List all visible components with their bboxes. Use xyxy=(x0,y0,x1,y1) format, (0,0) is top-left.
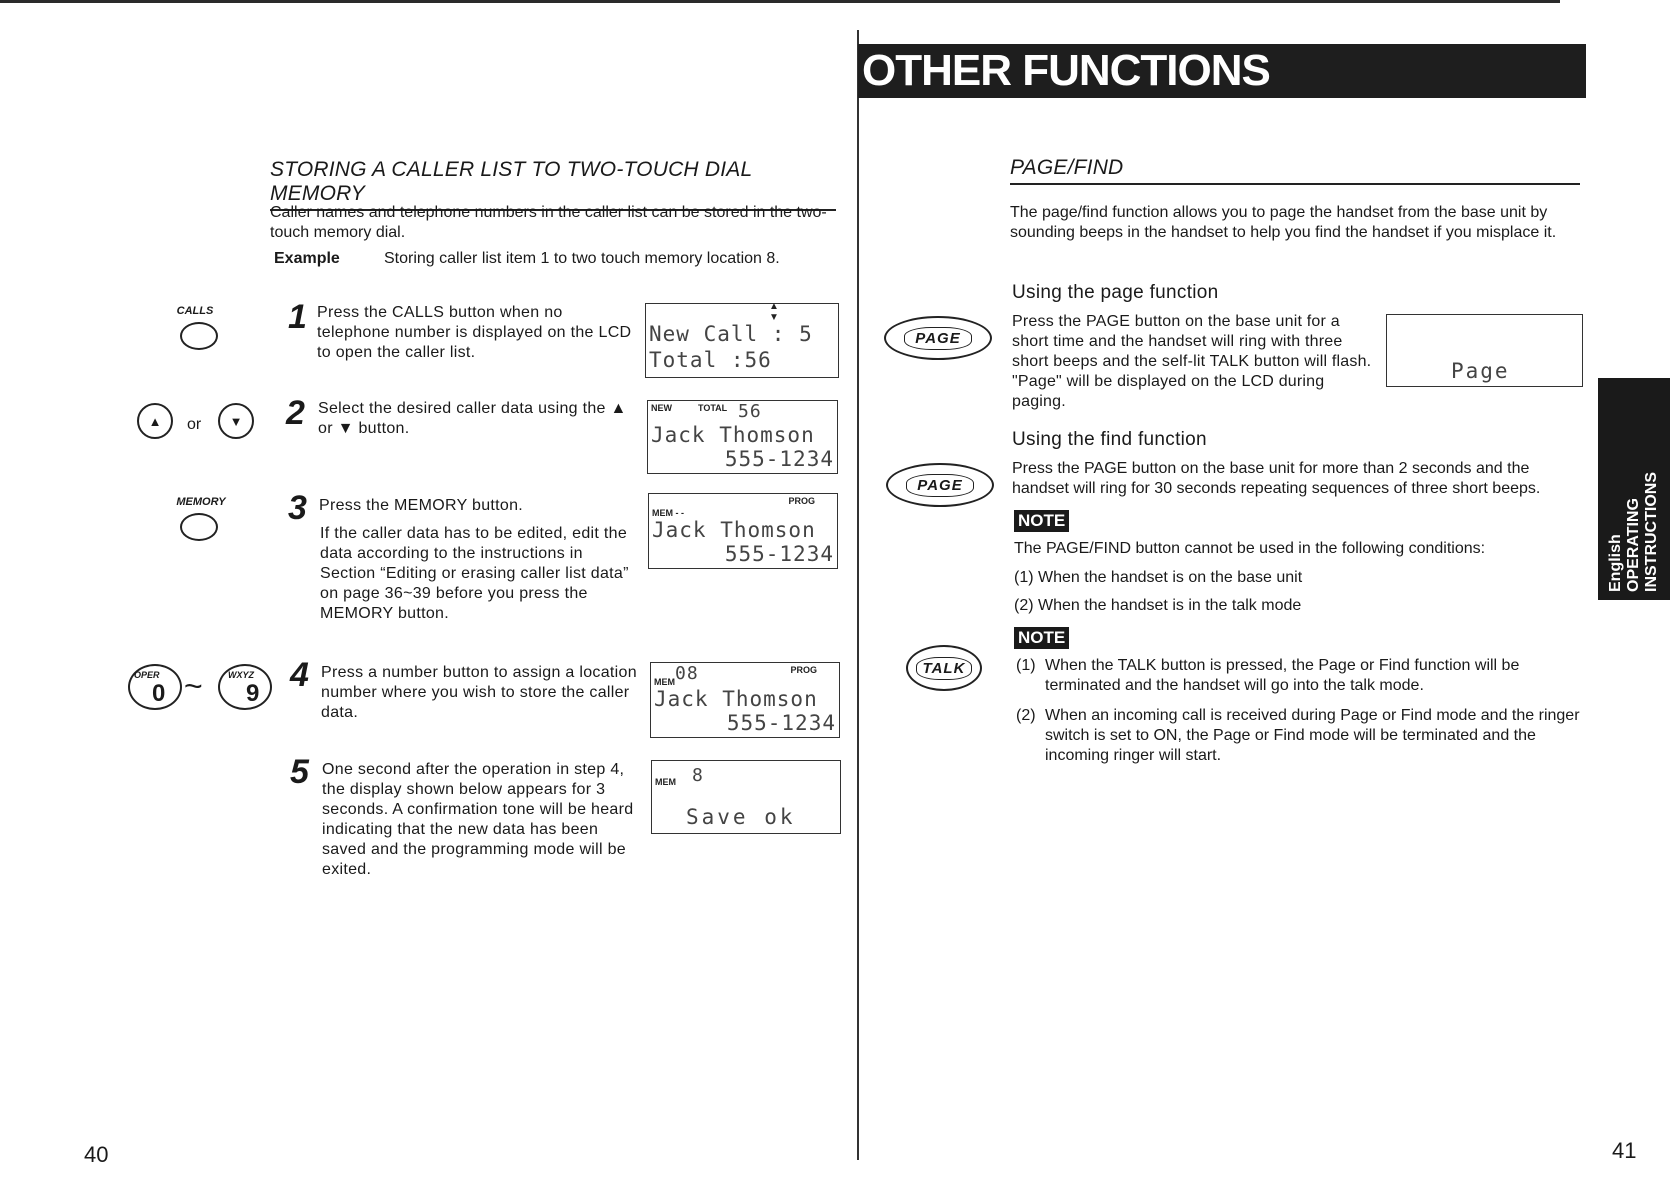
calls-button-label: CALLS xyxy=(176,305,214,317)
section-title-right: PAGE/FIND xyxy=(1010,156,1580,185)
lcd-5-line1: Save ok xyxy=(686,805,796,829)
lcd-1-line2: Total :56 xyxy=(649,348,772,372)
step-5-number: 5 xyxy=(290,753,309,791)
lcd-4-mem-num: 08 xyxy=(675,663,699,684)
note-1-item-2: (2) When the handset is in the talk mode xyxy=(1014,597,1302,614)
page-number-right: 41 xyxy=(1612,1138,1637,1163)
page-button-label: PAGE xyxy=(904,327,971,350)
note-2-item-2-text: When an incoming call is received during Page or Find mode and the ringer switch is set to ON, the Page or Find mode will be terminated and the incoming ringer will start. xyxy=(1045,707,1580,764)
memory-button-icon[interactable] xyxy=(180,513,218,541)
page-number-left: 40 xyxy=(84,1142,109,1167)
talk-button[interactable] xyxy=(906,645,982,691)
lcd-3 xyxy=(648,493,838,569)
down-arrow-icon: ▼ xyxy=(229,413,243,429)
page-lcd-text: Page xyxy=(1451,359,1510,383)
lcd-4-line2: 555-1234 xyxy=(726,711,836,735)
page-function-text: Press the PAGE button on the base unit for a short time and the handset will ring with three short beeps and the self-lit TALK button will flash. "Page" will be displayed on the LCD during paging. xyxy=(1012,313,1372,410)
intro-left: Caller names and telephone numbers in the caller list can be stored in the two-touch memory dial. xyxy=(270,204,827,241)
lcd-3-line1: Jack Thomson xyxy=(652,518,816,542)
note-badge-2: NOTE xyxy=(1014,627,1069,649)
side-tab-language: English xyxy=(1607,534,1624,592)
or-label: or xyxy=(187,416,202,433)
lcd-1-line1: New Call : 5 xyxy=(649,322,813,346)
header-bar: OTHER FUNCTIONS xyxy=(858,44,1586,98)
range-tilde: ~ xyxy=(184,668,203,704)
note-1-item-1: (1) When the handset is on the base unit xyxy=(1014,569,1303,586)
lcd-2-line2: 555-1234 xyxy=(724,447,834,471)
find-function-heading: Using the find function xyxy=(1012,429,1207,450)
up-arrow-icon: ▲ xyxy=(148,413,162,429)
step-2-text: Select the desired caller data using the ▲ or ▼ button. xyxy=(318,400,627,437)
top-rule xyxy=(0,0,1560,3)
note-2-item-1-text: When the TALK button is pressed, the Page or Find function will be terminated and the handset will go into the talk mode. xyxy=(1045,657,1520,694)
page-spine xyxy=(857,30,859,1160)
side-tab-section: OPERATING INSTRUCTIONS xyxy=(1625,472,1660,592)
page-function-heading: Using the page function xyxy=(1012,282,1219,303)
page-button[interactable] xyxy=(884,316,992,360)
oper-0-button[interactable] xyxy=(128,664,182,710)
oper-label: OPER xyxy=(134,670,160,680)
lcd-5-mem-tag: MEM xyxy=(655,777,676,787)
lcd-2-new-tag: NEW xyxy=(651,403,672,413)
step-1-text: Press the CALLS button when no telephone number is displayed on the LCD to open the caller list. xyxy=(317,304,632,361)
lcd-4-prog-tag: PROG xyxy=(790,665,817,675)
step-4-text: Press a number button to assign a location number where you wish to store the caller data. xyxy=(321,664,637,721)
page-lcd xyxy=(1386,314,1583,387)
page-button-find[interactable] xyxy=(886,463,994,507)
lcd-3-mem-tag: MEM - - xyxy=(652,508,684,518)
lcd-1: ▲ ▼ New Call : 5 Total :56 xyxy=(645,303,839,378)
step-4-number: 4 xyxy=(290,656,309,694)
lcd-3-line2: 555-1234 xyxy=(724,542,834,566)
note-2-item-1-num: (1) xyxy=(1016,657,1036,674)
note-1-intro: The PAGE/FIND button cannot be used in the following conditions: xyxy=(1014,540,1486,557)
example-label: Example xyxy=(274,250,340,267)
memory-button-label: MEMORY xyxy=(176,496,226,508)
note-badge-1: NOTE xyxy=(1014,510,1069,532)
page-button-find-label: PAGE xyxy=(906,474,973,497)
nine-label: 9 xyxy=(246,680,260,707)
intro-right: The page/find function allows you to page the handset from the base unit by sounding beeps in the handset to help you find the handset if you misplace it. xyxy=(1010,204,1557,241)
lcd-4-line1: Jack Thomson xyxy=(654,687,818,711)
step-3-subtext: If the caller data has to be edited, edit the data according to the instructions in Section “Editing or erasing caller list data” on page 36~39 before you press the MEMORY button. xyxy=(320,525,629,622)
lcd-2-total-tag: TOTAL xyxy=(698,403,728,413)
step-5-text: One second after the operation in step 4, the display shown below appears for 3 seconds. A confirmation tone will be heard indicating that the new data has been saved and the programming mode will be exited. xyxy=(322,761,634,878)
wxyz-9-button[interactable] xyxy=(218,664,272,710)
lcd-5-mem-num: 8 xyxy=(692,765,704,786)
step-3-number: 3 xyxy=(288,489,307,527)
side-tab xyxy=(1598,378,1670,600)
find-function-text: Press the PAGE button on the base unit for more than 2 seconds and the handset will ring for 30 seconds repeating sequences of three short beeps. xyxy=(1012,460,1541,497)
lcd-2-top: 56 xyxy=(738,401,762,422)
lcd-2 xyxy=(647,400,838,474)
step-3-text: Press the MEMORY button. xyxy=(319,497,524,514)
lcd-3-prog-tag: PROG xyxy=(788,496,815,506)
lcd-4-mem-tag: MEM xyxy=(654,677,675,687)
note-2-item-2-num: (2) xyxy=(1016,707,1036,724)
step-1-number: 1 xyxy=(288,298,307,336)
section-title-left: STORING A CALLER LIST TO TWO-TOUCH DIAL MEMORY xyxy=(270,158,836,211)
up-arrow-button[interactable] xyxy=(137,403,173,439)
talk-button-label: TALK xyxy=(916,657,973,680)
lcd-4 xyxy=(650,662,840,738)
zero-label: 0 xyxy=(152,680,166,707)
wxyz-label: WXYZ xyxy=(228,670,254,680)
example-text: Storing caller list item 1 to two touch memory location 8. xyxy=(384,250,780,267)
calls-button-icon[interactable] xyxy=(180,322,218,350)
step-2-number: 2 xyxy=(286,394,305,432)
lcd-2-line1: Jack Thomson xyxy=(651,423,815,447)
down-arrow-button[interactable] xyxy=(218,403,254,439)
lcd-5 xyxy=(651,760,841,834)
